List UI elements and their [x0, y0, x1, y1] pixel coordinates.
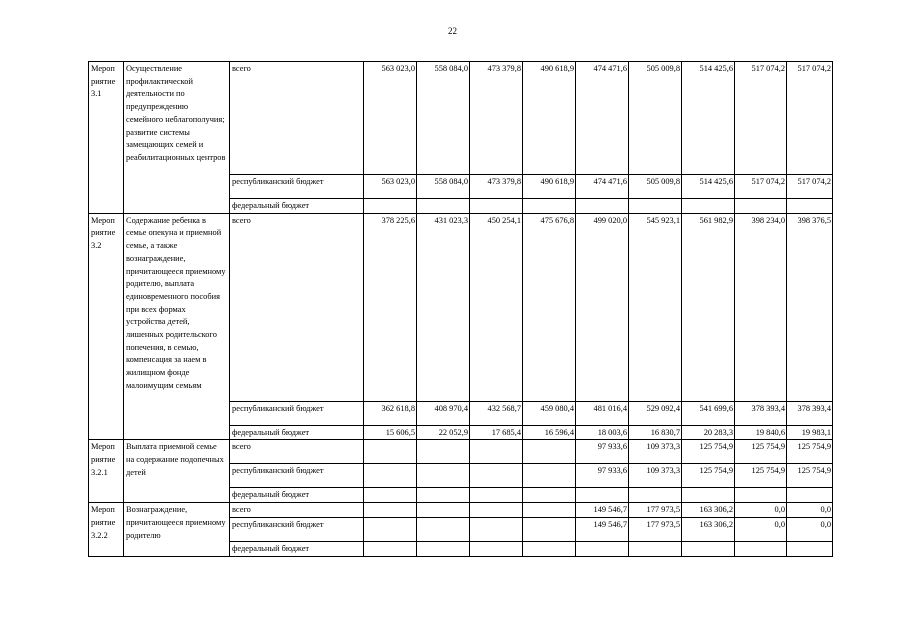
- amount-cell: 378 393,4: [735, 401, 787, 425]
- funding-source: федеральный бюджет: [230, 541, 364, 556]
- table-row: [89, 503, 833, 518]
- amount-cell: 563 023,0: [364, 62, 417, 175]
- amount-cell: 109 373,3: [629, 464, 682, 488]
- amount-cell: 163 306,2: [682, 517, 735, 541]
- amount-cell: 505 009,8: [629, 175, 682, 199]
- amount-cell: 514 425,6: [682, 175, 735, 199]
- amount-cell: [629, 541, 682, 556]
- table-row: [89, 62, 833, 175]
- amount-cell: [576, 199, 629, 214]
- amount-cell: 398 234,0: [735, 213, 787, 401]
- measure-name: Содержание ребенка в семье опекуна и приемной семье, а также вознаграждение, причитающееся приемному родителю, выплата единовременного пособия при всех формах устройства детей, лишенных родительского попечения, в семью, компенсация за наем в жилищном фонде малоимущим семьям: [124, 213, 230, 440]
- measure-code: Мероп риятие 3.2.2: [89, 503, 124, 556]
- amount-cell: 481 016,4: [576, 401, 629, 425]
- amount-cell: [470, 541, 523, 556]
- amount-cell: 125 754,9: [735, 440, 787, 464]
- amount-cell: 517 074,2: [735, 175, 787, 199]
- amount-cell: 517 074,2: [735, 62, 787, 175]
- amount-cell: 177 973,5: [629, 503, 682, 518]
- amount-cell: [417, 199, 470, 214]
- amount-cell: 163 306,2: [682, 503, 735, 518]
- amount-cell: 558 084,0: [417, 175, 470, 199]
- amount-cell: [682, 488, 735, 503]
- measure-name: Выплата приемной семье на содержание подопечных детей: [124, 440, 230, 503]
- amount-cell: 563 023,0: [364, 175, 417, 199]
- amount-cell: 125 754,9: [735, 464, 787, 488]
- amount-cell: 408 970,4: [417, 401, 470, 425]
- funding-source: федеральный бюджет: [230, 199, 364, 214]
- table-row: [89, 440, 833, 464]
- amount-cell: 125 754,9: [682, 464, 735, 488]
- amount-cell: 0,0: [787, 517, 833, 541]
- amount-cell: 432 568,7: [470, 401, 523, 425]
- amount-cell: 561 982,9: [682, 213, 735, 401]
- amount-cell: [787, 488, 833, 503]
- amount-cell: [364, 199, 417, 214]
- amount-cell: 0,0: [735, 517, 787, 541]
- amount-cell: [523, 488, 576, 503]
- amount-cell: 109 373,3: [629, 440, 682, 464]
- amount-cell: [470, 464, 523, 488]
- amount-cell: 490 618,9: [523, 62, 576, 175]
- amount-cell: [735, 541, 787, 556]
- amount-cell: [523, 541, 576, 556]
- amount-cell: 474 471,6: [576, 175, 629, 199]
- amount-cell: [629, 488, 682, 503]
- amount-cell: 378 225,6: [364, 213, 417, 401]
- amount-cell: 0,0: [735, 503, 787, 518]
- amount-cell: [470, 503, 523, 518]
- amount-cell: [682, 199, 735, 214]
- amount-cell: 517 074,2: [787, 62, 833, 175]
- amount-cell: [417, 488, 470, 503]
- amount-cell: [629, 199, 682, 214]
- amount-cell: 459 080,4: [523, 401, 576, 425]
- amount-cell: 499 020,0: [576, 213, 629, 401]
- budget-table: [88, 61, 833, 557]
- funding-source: всего: [230, 213, 364, 401]
- amount-cell: [470, 517, 523, 541]
- amount-cell: [576, 488, 629, 503]
- amount-cell: [364, 440, 417, 464]
- amount-cell: 514 425,6: [682, 62, 735, 175]
- amount-cell: 431 023,3: [417, 213, 470, 401]
- amount-cell: [523, 440, 576, 464]
- amount-cell: [523, 199, 576, 214]
- amount-cell: 473 379,8: [470, 62, 523, 175]
- amount-cell: [417, 440, 470, 464]
- amount-cell: [364, 503, 417, 518]
- amount-cell: [523, 464, 576, 488]
- amount-cell: 362 618,8: [364, 401, 417, 425]
- amount-cell: [682, 541, 735, 556]
- amount-cell: 490 618,9: [523, 175, 576, 199]
- amount-cell: 97 933,6: [576, 440, 629, 464]
- amount-cell: 378 393,4: [787, 401, 833, 425]
- amount-cell: [364, 517, 417, 541]
- amount-cell: 545 923,1: [629, 213, 682, 401]
- amount-cell: [364, 541, 417, 556]
- amount-cell: 541 699,6: [682, 401, 735, 425]
- amount-cell: 177 973,5: [629, 517, 682, 541]
- amount-cell: 97 933,6: [576, 464, 629, 488]
- amount-cell: 125 754,9: [787, 464, 833, 488]
- page-number: 22: [448, 26, 457, 36]
- amount-cell: 558 084,0: [417, 62, 470, 175]
- funding-source: всего: [230, 503, 364, 518]
- table-row: [89, 213, 833, 401]
- funding-source: федеральный бюджет: [230, 488, 364, 503]
- amount-cell: 398 376,5: [787, 213, 833, 401]
- amount-cell: 505 009,8: [629, 62, 682, 175]
- amount-cell: [364, 464, 417, 488]
- measure-name: Вознаграждение, причитающееся приемному родителю: [124, 503, 230, 556]
- amount-cell: [523, 503, 576, 518]
- amount-cell: 473 379,8: [470, 175, 523, 199]
- amount-cell: 474 471,6: [576, 62, 629, 175]
- amount-cell: [417, 464, 470, 488]
- amount-cell: 475 676,8: [523, 213, 576, 401]
- amount-cell: 149 546,7: [576, 503, 629, 518]
- measure-code: Мероп риятие 3.1: [89, 62, 124, 214]
- amount-cell: [576, 541, 629, 556]
- measure-code: Мероп риятие 3.2.1: [89, 440, 124, 503]
- amount-cell: 529 092,4: [629, 401, 682, 425]
- amount-cell: 0,0: [787, 503, 833, 518]
- amount-cell: 18 003,6: [576, 425, 629, 440]
- amount-cell: 450 254,1: [470, 213, 523, 401]
- funding-source: республиканский бюджет: [230, 175, 364, 199]
- amount-cell: [417, 541, 470, 556]
- measure-name: Осуществление профилактической деятельности по предупреждению семейного неблагополучия; развитие системы замещающих семей и реабилитационных центров: [124, 62, 230, 214]
- amount-cell: [735, 199, 787, 214]
- amount-cell: 16 596,4: [523, 425, 576, 440]
- funding-source: республиканский бюджет: [230, 517, 364, 541]
- amount-cell: [417, 517, 470, 541]
- amount-cell: 20 283,3: [682, 425, 735, 440]
- amount-cell: 125 754,9: [787, 440, 833, 464]
- amount-cell: [523, 517, 576, 541]
- amount-cell: [787, 199, 833, 214]
- amount-cell: [417, 503, 470, 518]
- amount-cell: [470, 199, 523, 214]
- amount-cell: 149 546,7: [576, 517, 629, 541]
- amount-cell: 517 074,2: [787, 175, 833, 199]
- funding-source: всего: [230, 440, 364, 464]
- funding-source: всего: [230, 62, 364, 175]
- amount-cell: 19 983,1: [787, 425, 833, 440]
- amount-cell: 22 052,9: [417, 425, 470, 440]
- amount-cell: 125 754,9: [682, 440, 735, 464]
- amount-cell: 19 840,6: [735, 425, 787, 440]
- amount-cell: [364, 488, 417, 503]
- amount-cell: 15 606,5: [364, 425, 417, 440]
- amount-cell: [787, 541, 833, 556]
- measure-code: Мероп риятие 3.2: [89, 213, 124, 440]
- funding-source: республиканский бюджет: [230, 464, 364, 488]
- amount-cell: [470, 440, 523, 464]
- funding-source: республиканский бюджет: [230, 401, 364, 425]
- amount-cell: [470, 488, 523, 503]
- funding-source: федеральный бюджет: [230, 425, 364, 440]
- amount-cell: [735, 488, 787, 503]
- amount-cell: 16 830,7: [629, 425, 682, 440]
- amount-cell: 17 685,4: [470, 425, 523, 440]
